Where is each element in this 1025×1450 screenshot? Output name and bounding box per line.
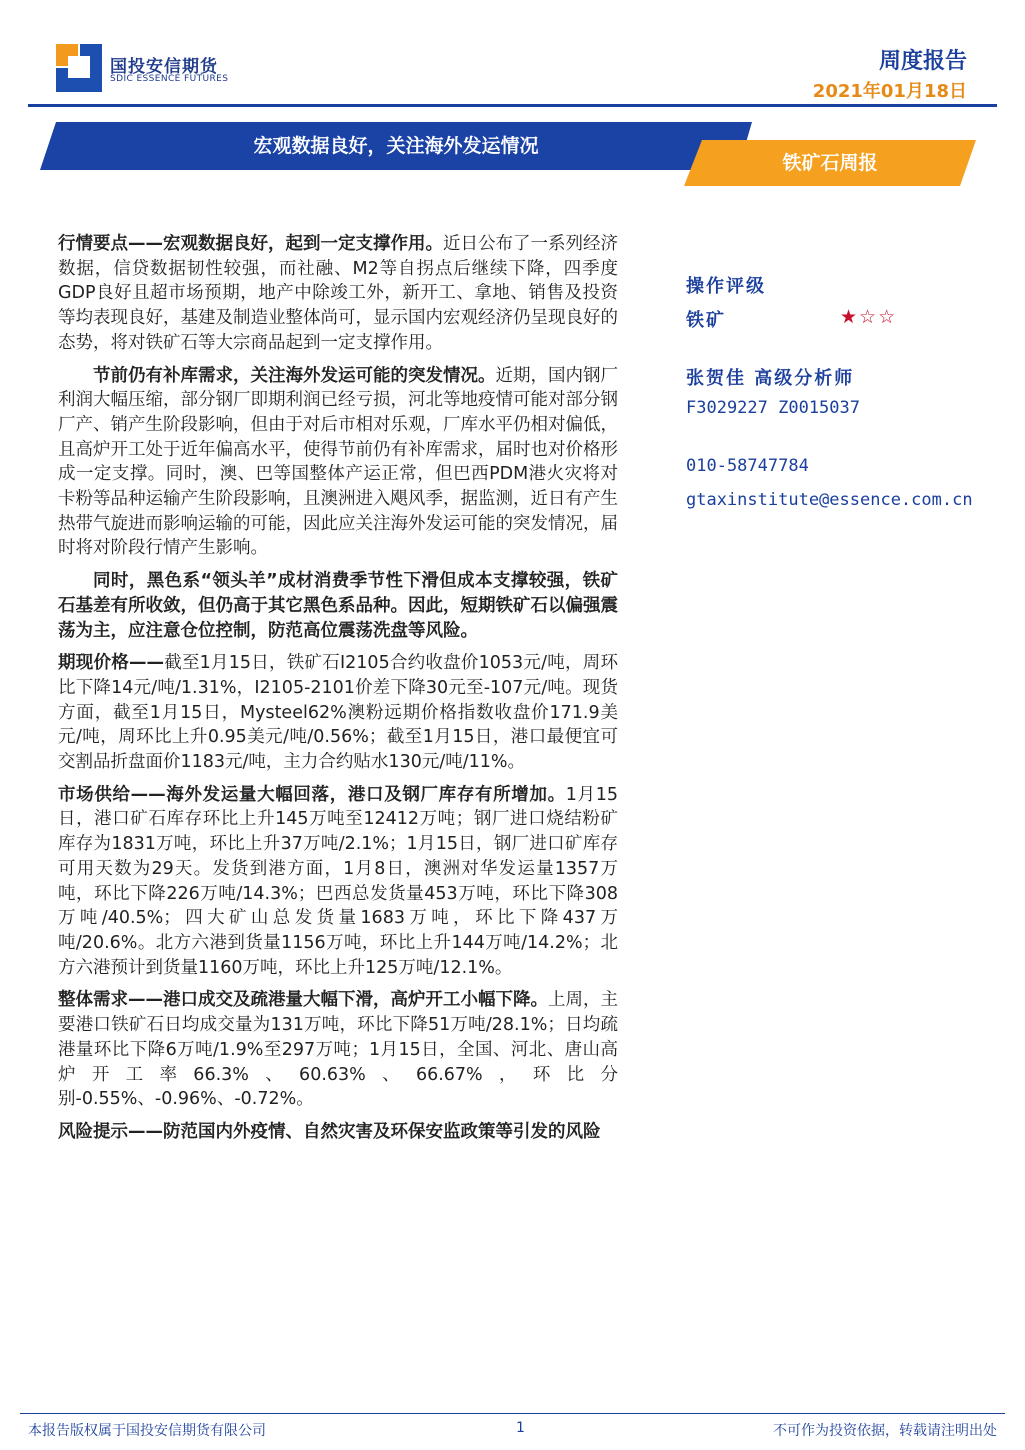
section-restocking [58, 364, 618, 562]
section-text: 近日公布了一系列经济数据，信贷数据韧性较强，而社融、M2等自拐点后继续下降，四季度GDP良好且超市场预期，地产中除竣工外，新开工、拿地、销售及投资等均表现良好，基建及制造业整体尚可，显示国内宏观经济仍呈现良好的态势，将对铁矿石等大宗商品起到一定支撑作用。 [58, 234, 618, 353]
section-text: 同时，黑色系“领头羊”成材消费季节性下滑但成本支撑较强，铁矿石基差有所收敛，但仍高于其它黑色系品种。因此，短期铁矿石以偏强震荡为主，应注意仓位控制，防范高位震荡洗盘等风险。 [58, 571, 618, 641]
page-number: 1 [516, 1420, 525, 1436]
section-heading: 期现价格—— [58, 653, 164, 674]
analyst-license: F3029227 Z0015037 [686, 398, 860, 418]
section-text: 截至1月15日，铁矿石I2105合约收盘价1053元/吨，周环比下降14元/吨/1.31%，I2105-2101价差下降30元至-107元/吨。现货方面，截至1月15日，Mysteel62%澳粉远期价格指数收盘价171.9美元/吨，周环比上升0.95美元/吨/0.56%；截至1月15日，港口最便宜可交割品折盘面价1183元/吨，主力合约贴水130元/吨/11%。 [58, 653, 619, 773]
footer-disclaimer: 不可作为投资依据，转载请注明出处 [773, 1423, 997, 1439]
company-name-en: SDIC ESSENCE FUTURES [110, 74, 229, 84]
section-outlook [58, 569, 618, 643]
footer-copyright: 本报告版权属于国投安信期货有限公司 [28, 1423, 266, 1439]
section-text: 1月15日，港口矿石库存环比上升145万吨至12412万吨；钢厂进口烧结粉矿库存为1831万吨，环比上升37万吨/2.1%；1月15日，钢厂进口矿库存可用天数为29天。发货到港方面，1月8日，澳洲对华发运量1357万吨，环比下降226万吨/14.3%；巴西总发货量453万吨，环比下降308万吨/40.5%；四大矿山总发货量1683万吨，环比下降437万吨/20.6%。北方六港到货量1156万吨，环比上升144万吨/14.2%；北方六港预计到货量1160万吨，环比上升125万吨/12.1%。 [58, 784, 619, 978]
footer-divider [20, 1413, 1005, 1414]
sidebar [686, 272, 1006, 524]
section-text: 近期，国内钢厂利润大幅压缩，部分钢厂即期利润已经亏损，河北等地疫情可能对部分钢厂产、销产生阶段影响，但由于对后市相对乐观，厂库水平仍相对偏低，且高炉开工处于近年偏高水平，使得节前仍有补库需求，届时也对价格形成一定支撑。同时，澳、巴等国整体产运正常，但巴西PDM港火灾将对卡粉等品种运输产生阶段影响，且澳洲进入飓风季，据监测，近日有产生热带气旋进而影响运输的可能，因此应关注海外发运可能的突发情况，届时将对阶段行情产生影响。 [58, 365, 618, 559]
report-body [58, 232, 618, 1153]
section-supply [58, 783, 618, 981]
section-market-highlights [58, 232, 618, 356]
section-prices [58, 651, 618, 775]
logo-icon [56, 44, 104, 92]
report-date: 2021年01月18日 [812, 81, 967, 102]
rating-label: 操作评级 [686, 276, 766, 297]
contact-phone: 010-58747784 [686, 456, 809, 476]
rating-stars-icon: ★☆☆ [840, 306, 898, 328]
commodity-label: 铁矿 [686, 310, 726, 331]
company-name-cn: 国投安信期货 [110, 57, 218, 77]
header-divider [28, 104, 997, 107]
report-type: 周度报告 [878, 49, 967, 74]
analyst-name: 张贺佳 高级分析师 [686, 368, 855, 389]
section-demand [58, 988, 618, 1112]
contact-email[interactable]: gtaxinstitute@essence.com.cn [686, 490, 973, 510]
section-heading: 整体需求——港口成交及疏港量大幅下滑，高炉开工小幅下降。 [58, 990, 548, 1011]
section-heading: 节前仍有补库需求，关注海外发运可能的突发情况。 [93, 365, 496, 386]
section-heading: 市场供给——海外发运量大幅回落，港口及钢厂库存有所增加。 [58, 784, 566, 805]
section-heading: 风险提示——防范国内外疫情、自然灾害及环保安监政策等引发的风险 [58, 1121, 601, 1142]
section-risk [58, 1120, 618, 1145]
section-text: 上周，主要港口铁矿石日均成交量为131万吨，环比下降51万吨/28.1%；日均疏港量环比下降6万吨/1.9%至297万吨；1月15日，全国、河北、唐山高炉开工率66.3%、60.63%、66.67%，环比分别-0.55%、-0.96%、-0.72%。 [58, 990, 618, 1110]
report-title: 宏观数据良好，关注海外发运情况 [253, 135, 539, 157]
report-subtitle: 铁矿石周报 [782, 152, 878, 174]
section-heading: 行情要点——宏观数据良好，起到一定支撑作用。 [58, 234, 443, 254]
